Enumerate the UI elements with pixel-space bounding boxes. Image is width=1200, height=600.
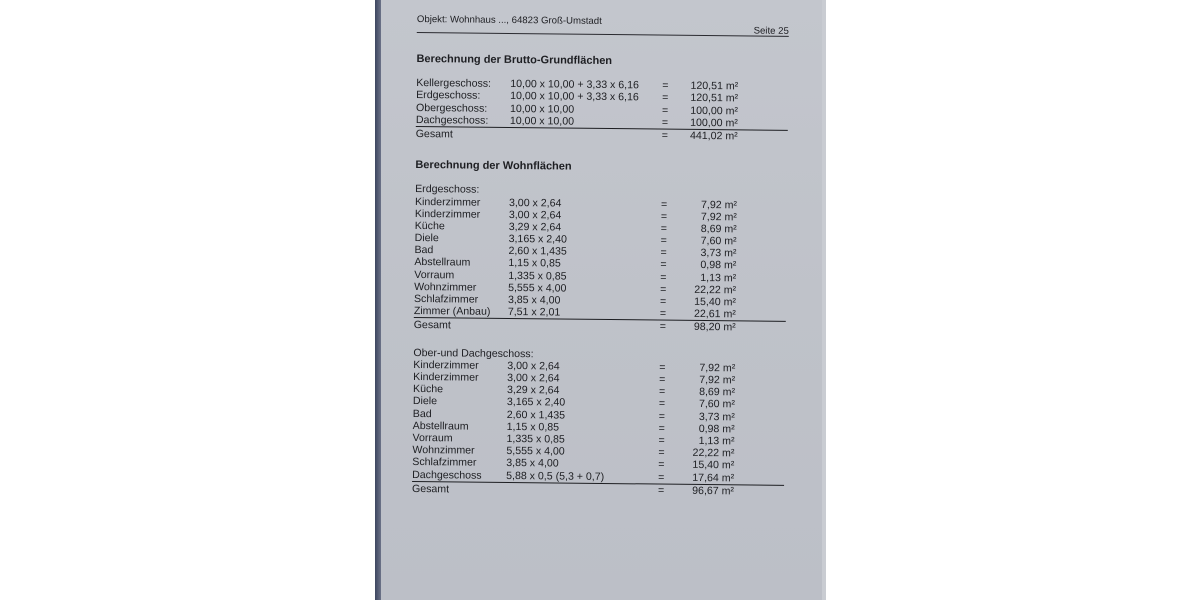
row-calculation: 3,165 x 2,40 [508, 233, 567, 246]
row-label: Bad [412, 407, 432, 420]
row-equals: = [658, 385, 666, 398]
row-equals: = [659, 361, 666, 374]
row-value: 7,92 m² [699, 373, 736, 387]
row-equals: = [658, 446, 665, 459]
eg-group-label: Erdgeschoss: [415, 183, 480, 197]
row-value: 7,92 m² [700, 210, 737, 224]
row-label: Erdgeschoss: [416, 89, 481, 103]
row-value: 120,51 m² [690, 92, 739, 105]
row-equals: = [660, 210, 668, 223]
row-label: Abstellraum [412, 419, 469, 433]
row-label: Wohnzimmer [412, 444, 475, 457]
wohn-section-title: Berechnung der Wohnflächen [415, 159, 572, 173]
row-calculation: 3,29 x 2,64 [508, 220, 562, 234]
row-calculation: 3,85 x 4,00 [506, 457, 559, 470]
row-label: Abstellraum [414, 256, 471, 270]
row-value: 15,40 m² [694, 295, 737, 309]
row-value: 17,64 m² [692, 471, 735, 484]
row-equals: = [658, 422, 665, 435]
eg-table [414, 196, 787, 335]
row-value: 3,73 m² [698, 410, 735, 423]
row-calculation: 3,00 x 2,64 [507, 359, 560, 373]
row-calculation: 5,88 x 0,5 (5,3 + 0,7) [506, 469, 605, 483]
row-value: 100,00 m² [690, 116, 738, 130]
row-equals: = [660, 234, 667, 247]
row-equals: = [658, 397, 666, 410]
row-equals: = [660, 246, 667, 259]
row-value: 1,13 m² [700, 271, 737, 285]
row-calculation: 10,00 x 10,00 + 3,33 x 6,16 [510, 90, 639, 104]
row-value: 0,98 m² [700, 259, 737, 272]
row-calculation: 1,15 x 0,85 [506, 420, 560, 434]
row-calculation: 1,335 x 0,85 [506, 432, 565, 446]
row-equals: = [661, 104, 669, 117]
row-calculation: 10,00 x 10,00 [509, 114, 575, 128]
row-calculation: 3,00 x 2,64 [507, 371, 560, 385]
brutto-total-row [416, 127, 788, 143]
row-calculation: 1,335 x 0,85 [508, 269, 567, 283]
row-label: Kinderzimmer [414, 195, 481, 209]
row-equals: = [660, 271, 667, 284]
row-calculation: 3,165 x 2,40 [506, 396, 566, 409]
row-label: Vorraum [414, 268, 455, 282]
row-label: Schlafzimmer [412, 456, 477, 469]
row-label: Zimmer (Anbau) [413, 305, 491, 319]
row-equals: = [662, 91, 669, 105]
row-label: Diele [412, 395, 438, 408]
row-label: Kinderzimmer [413, 370, 479, 384]
row-label: Kinderzimmer [414, 207, 481, 221]
row-value: 3,73 m² [700, 247, 737, 260]
document-page [381, 0, 822, 600]
row-equals: = [659, 320, 666, 334]
og-table [412, 359, 785, 498]
row-equals: = [659, 307, 667, 320]
row-equals: = [657, 484, 665, 497]
row-label: Diele [414, 232, 439, 245]
row-label: Küche [414, 219, 445, 233]
row-calculation: 3,00 x 2,64 [508, 208, 562, 222]
row-value: 22,61 m² [693, 308, 736, 321]
row-equals: = [658, 458, 665, 471]
row-label: Kellergeschoss: [416, 77, 492, 90]
row-equals: = [660, 198, 668, 211]
row-equals: = [658, 434, 665, 447]
row-label: Wohnzimmer [414, 280, 477, 294]
page-header [417, 12, 789, 37]
row-value: 100,00 m² [690, 104, 739, 117]
row-equals: = [658, 410, 666, 423]
total-value: 98,20 m² [693, 321, 736, 334]
row-calculation: 7,51 x 2,01 [507, 306, 561, 319]
row-value: 8,69 m² [699, 386, 736, 399]
row-equals: = [661, 129, 668, 142]
row-equals: = [659, 295, 667, 308]
total-value: 96,67 m² [692, 484, 735, 498]
row-value: 7,60 m² [698, 398, 735, 411]
row-equals: = [660, 222, 667, 235]
object-address: Objekt: Wohnhaus ..., 64823 Groß-Umstadt [416, 13, 602, 27]
row-value: 7,92 m² [701, 198, 738, 211]
row-calculation: 3,00 x 2,64 [508, 196, 562, 210]
row-calculation: 2,60 x 1,435 [506, 408, 566, 422]
row-label: Dachgeschoss: [415, 113, 489, 127]
row-label: Bad [414, 244, 434, 257]
page-number: Seite 25 [753, 25, 789, 37]
row-equals: = [660, 259, 667, 272]
row-value: 1,13 m² [698, 434, 735, 448]
row-label: Schlafzimmer [413, 293, 479, 306]
row-value: 120,51 m² [690, 80, 739, 93]
row-value: 22,22 m² [692, 447, 735, 460]
row-value: 0,98 m² [698, 422, 735, 436]
brutto-section-title: Berechnung der Brutto-Grundflächen [416, 52, 613, 68]
row-label: Vorraum [412, 431, 453, 445]
row-equals: = [659, 373, 666, 386]
row-label: Dachgeschoss [412, 468, 482, 482]
eg-total-row [414, 318, 786, 334]
row-label: Kinderzimmer [413, 358, 479, 372]
row-value: 8,69 m² [700, 222, 737, 236]
row-calculation: 10,00 x 10,00 + 3,33 x 6,16 [510, 78, 640, 92]
og-total-row [412, 482, 784, 498]
row-value: 7,92 m² [699, 361, 736, 375]
row-calculation: 5,555 x 4,00 [508, 281, 567, 295]
row-calculation: 3,85 x 4,00 [507, 294, 561, 307]
row-calculation: 10,00 x 10,00 [509, 102, 575, 116]
row-equals: = [662, 79, 669, 92]
row-equals: = [660, 283, 667, 296]
page-content [412, 12, 789, 498]
row-calculation: 5,555 x 4,00 [506, 445, 565, 458]
row-value: 15,40 m² [692, 459, 735, 472]
total-label: Gesamt [415, 127, 453, 141]
row-equals: = [661, 116, 669, 129]
total-value: 441,02 m² [689, 129, 738, 143]
total-label: Gesamt [411, 482, 450, 496]
row-calculation: 1,15 x 0,85 [508, 257, 561, 271]
og-group-label: Ober-und Dachgeschoss: [413, 346, 534, 360]
row-value: 7,60 m² [700, 235, 737, 248]
total-label: Gesamt [413, 319, 451, 332]
brutto-table [416, 77, 789, 143]
page-edge [822, 0, 826, 600]
row-calculation: 2,60 x 1,435 [508, 245, 567, 258]
row-label: Obergeschoss: [415, 101, 488, 115]
row-calculation: 3,29 x 2,64 [506, 384, 560, 397]
row-equals: = [658, 471, 665, 484]
row-label: Küche [412, 383, 444, 396]
row-value: 22,22 m² [694, 283, 737, 297]
